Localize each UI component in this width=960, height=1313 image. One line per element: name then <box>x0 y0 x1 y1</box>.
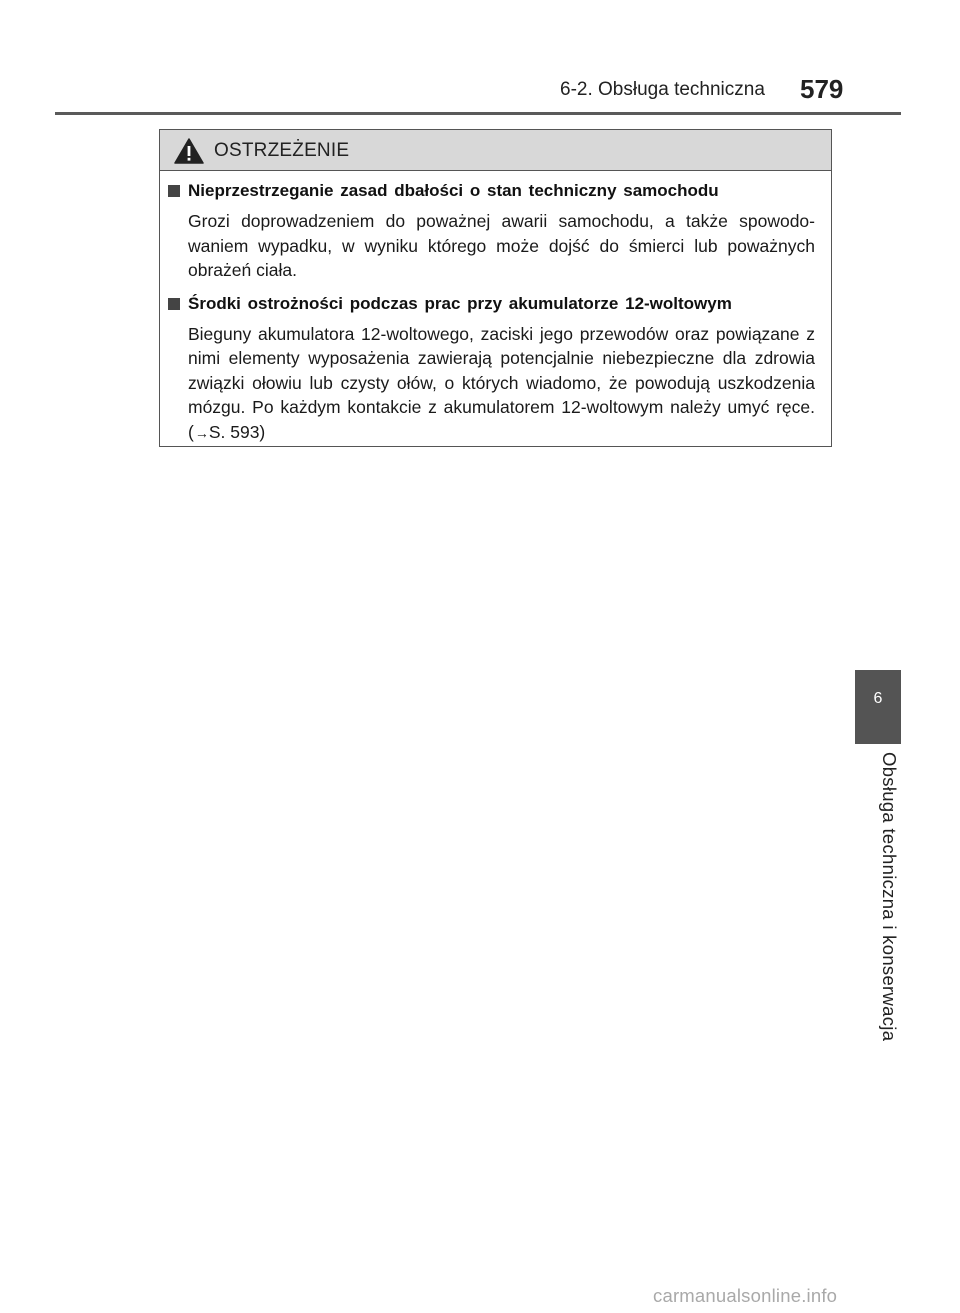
square-bullet-icon <box>168 298 180 310</box>
chapter-label: Obsługa techniczna i konserwacja <box>879 752 900 1042</box>
arrow-right-icon: → <box>194 424 209 441</box>
warning-box <box>159 129 832 447</box>
warning-item-text <box>168 322 815 446</box>
warning-item-heading <box>168 178 815 204</box>
watermark: carmanualsonline.info <box>653 1285 838 1306</box>
page-reference-link[interactable]: S. 593) <box>208 421 266 442</box>
page-number: 579 <box>800 74 844 104</box>
warning-item-heading-text: Środki ostrożności podczas prac przy akumulatorze 12-woltowym <box>188 293 732 313</box>
warning-item-text: Grozi doprowadzeniem do poważnej awarii samochodu, a także spowodowaniem wypadku, w wyniku którego może dojść do śmierci lub poważnych obrażeń ciała. <box>188 211 815 280</box>
chapter-number: 6 <box>873 690 883 707</box>
warning-body <box>168 178 815 453</box>
warning-triangle-icon <box>174 138 204 164</box>
warning-header <box>160 130 831 171</box>
square-bullet-icon <box>168 185 180 197</box>
warning-item <box>168 178 815 283</box>
warning-title: OSTRZEŻENIE <box>214 140 350 161</box>
warning-item-heading <box>168 291 815 317</box>
header-divider <box>55 112 901 115</box>
warning-item-body: Bieguny akumulatora 12-woltowego, zaciski jego przewodów oraz powiązane z nimi elementy wyposażenia zawierają potencjalnie niebezpieczne dla zdrowia związki ołowiu lub czysty ołów, o których wiadomo, że powodują uszkodzenia mózgu. Po każdym kontakcie z akumulatorem 12-woltowym należy umyć ręce. ( <box>188 323 815 442</box>
warning-item <box>168 291 815 446</box>
warning-item-heading-text: Nieprzestrzeganie zasad dbałości o stan techniczny samochodu <box>188 181 719 200</box>
section-title: 6-2. Obsługa techniczna <box>560 79 765 100</box>
